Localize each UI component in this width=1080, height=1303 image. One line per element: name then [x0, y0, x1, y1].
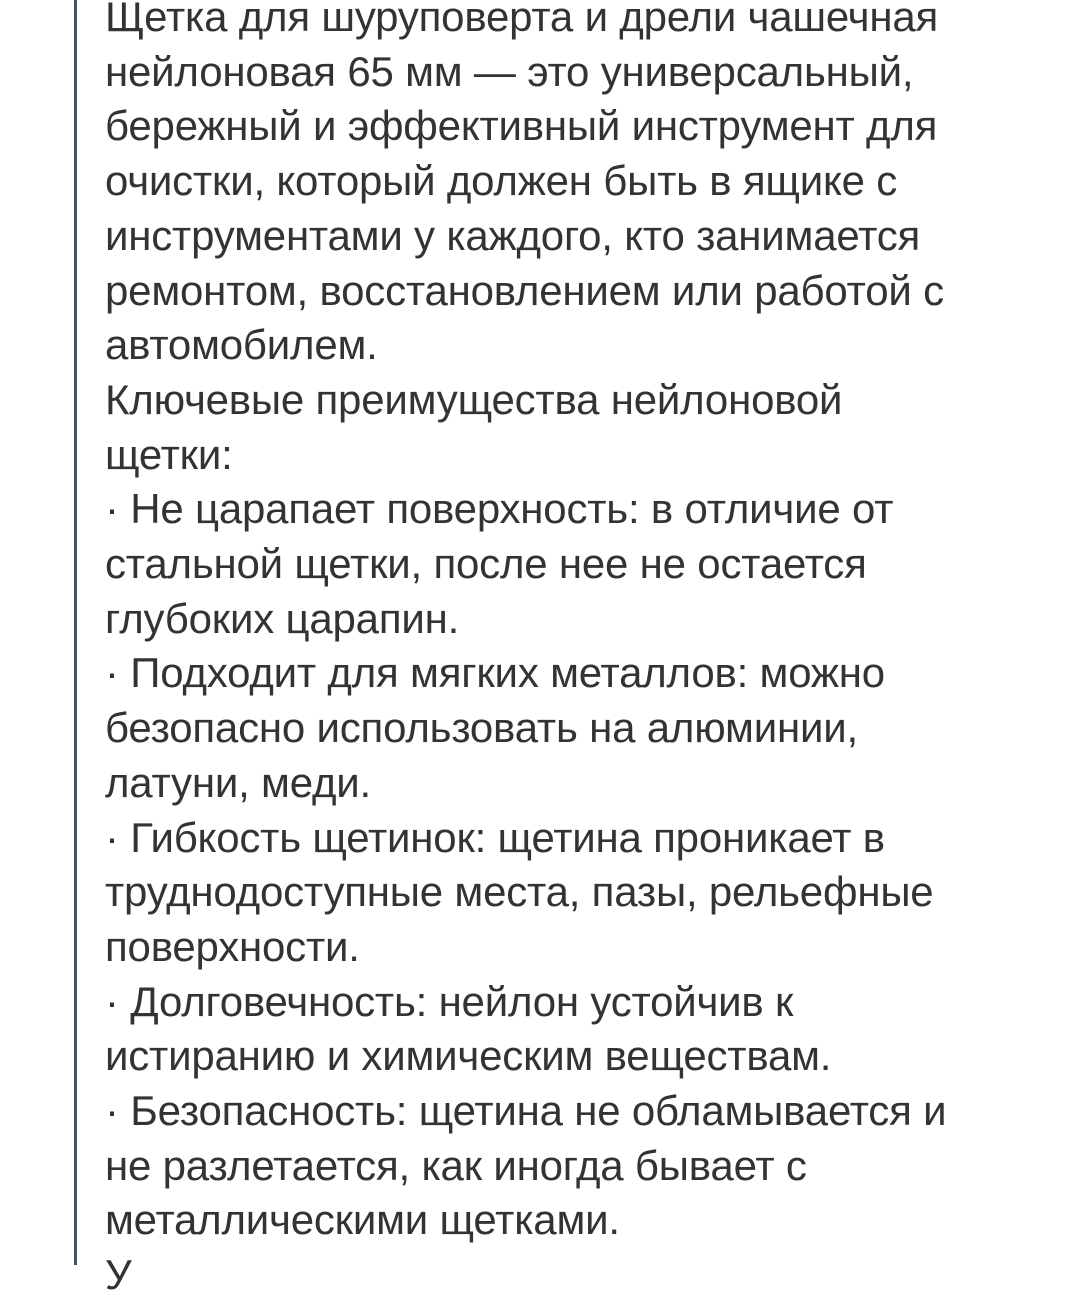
- description-line: ремонтом, восстановлением или работой с: [105, 266, 944, 314]
- quote-left-border: [74, 0, 77, 1265]
- description-line description-bullet-line: · Гибкость щетинок: щетина проникает в: [105, 813, 885, 861]
- description-line: инструментами у каждого, кто занимается: [105, 211, 921, 259]
- description-line: нейлоновая 65 мм — это универсальный,: [105, 47, 914, 95]
- description-line: поверхности.: [105, 922, 360, 970]
- description-line: безопасно использовать на алюминии,: [105, 704, 858, 752]
- description-line: стальной щетки, после нее не остается: [105, 540, 867, 588]
- description-line: бережный и эффективный инструмент для: [105, 102, 938, 150]
- description-line description-bullet-line: · Не царапает поверхность: в отличие от: [105, 485, 894, 533]
- description-line description-bullet-line: · Безопасность: щетина не обламывается и: [105, 1087, 947, 1135]
- description-line: труднодоступные места, пазы, рельефные: [105, 868, 934, 916]
- description-line: металлическими щетками.: [105, 1196, 620, 1244]
- description-line: латуни, меди.: [105, 758, 371, 806]
- description-line: Ключевые преимущества нейлоновой: [105, 375, 843, 423]
- description-line description-line-clipped: У: [105, 1251, 132, 1299]
- description-line description-bullet-line: · Подходит для мягких металлов: можно: [105, 649, 885, 697]
- description-line: очистки, который должен быть в ящике с: [105, 157, 898, 205]
- description-line: не разлетается, как иногда бывает с: [105, 1141, 807, 1189]
- description-line: автомобилем.: [105, 321, 378, 369]
- description-line description-bullet-line: · Долговечность: нейлон устойчив к: [105, 977, 794, 1025]
- product-description: [105, 0, 1050, 1303]
- description-line: истиранию и химическим веществам.: [105, 1032, 832, 1080]
- description-line: щетки:: [105, 430, 233, 478]
- description-line: Щетка для шуруповерта и дрели чашечная: [105, 0, 939, 40]
- description-line: глубоких царапин.: [105, 594, 460, 642]
